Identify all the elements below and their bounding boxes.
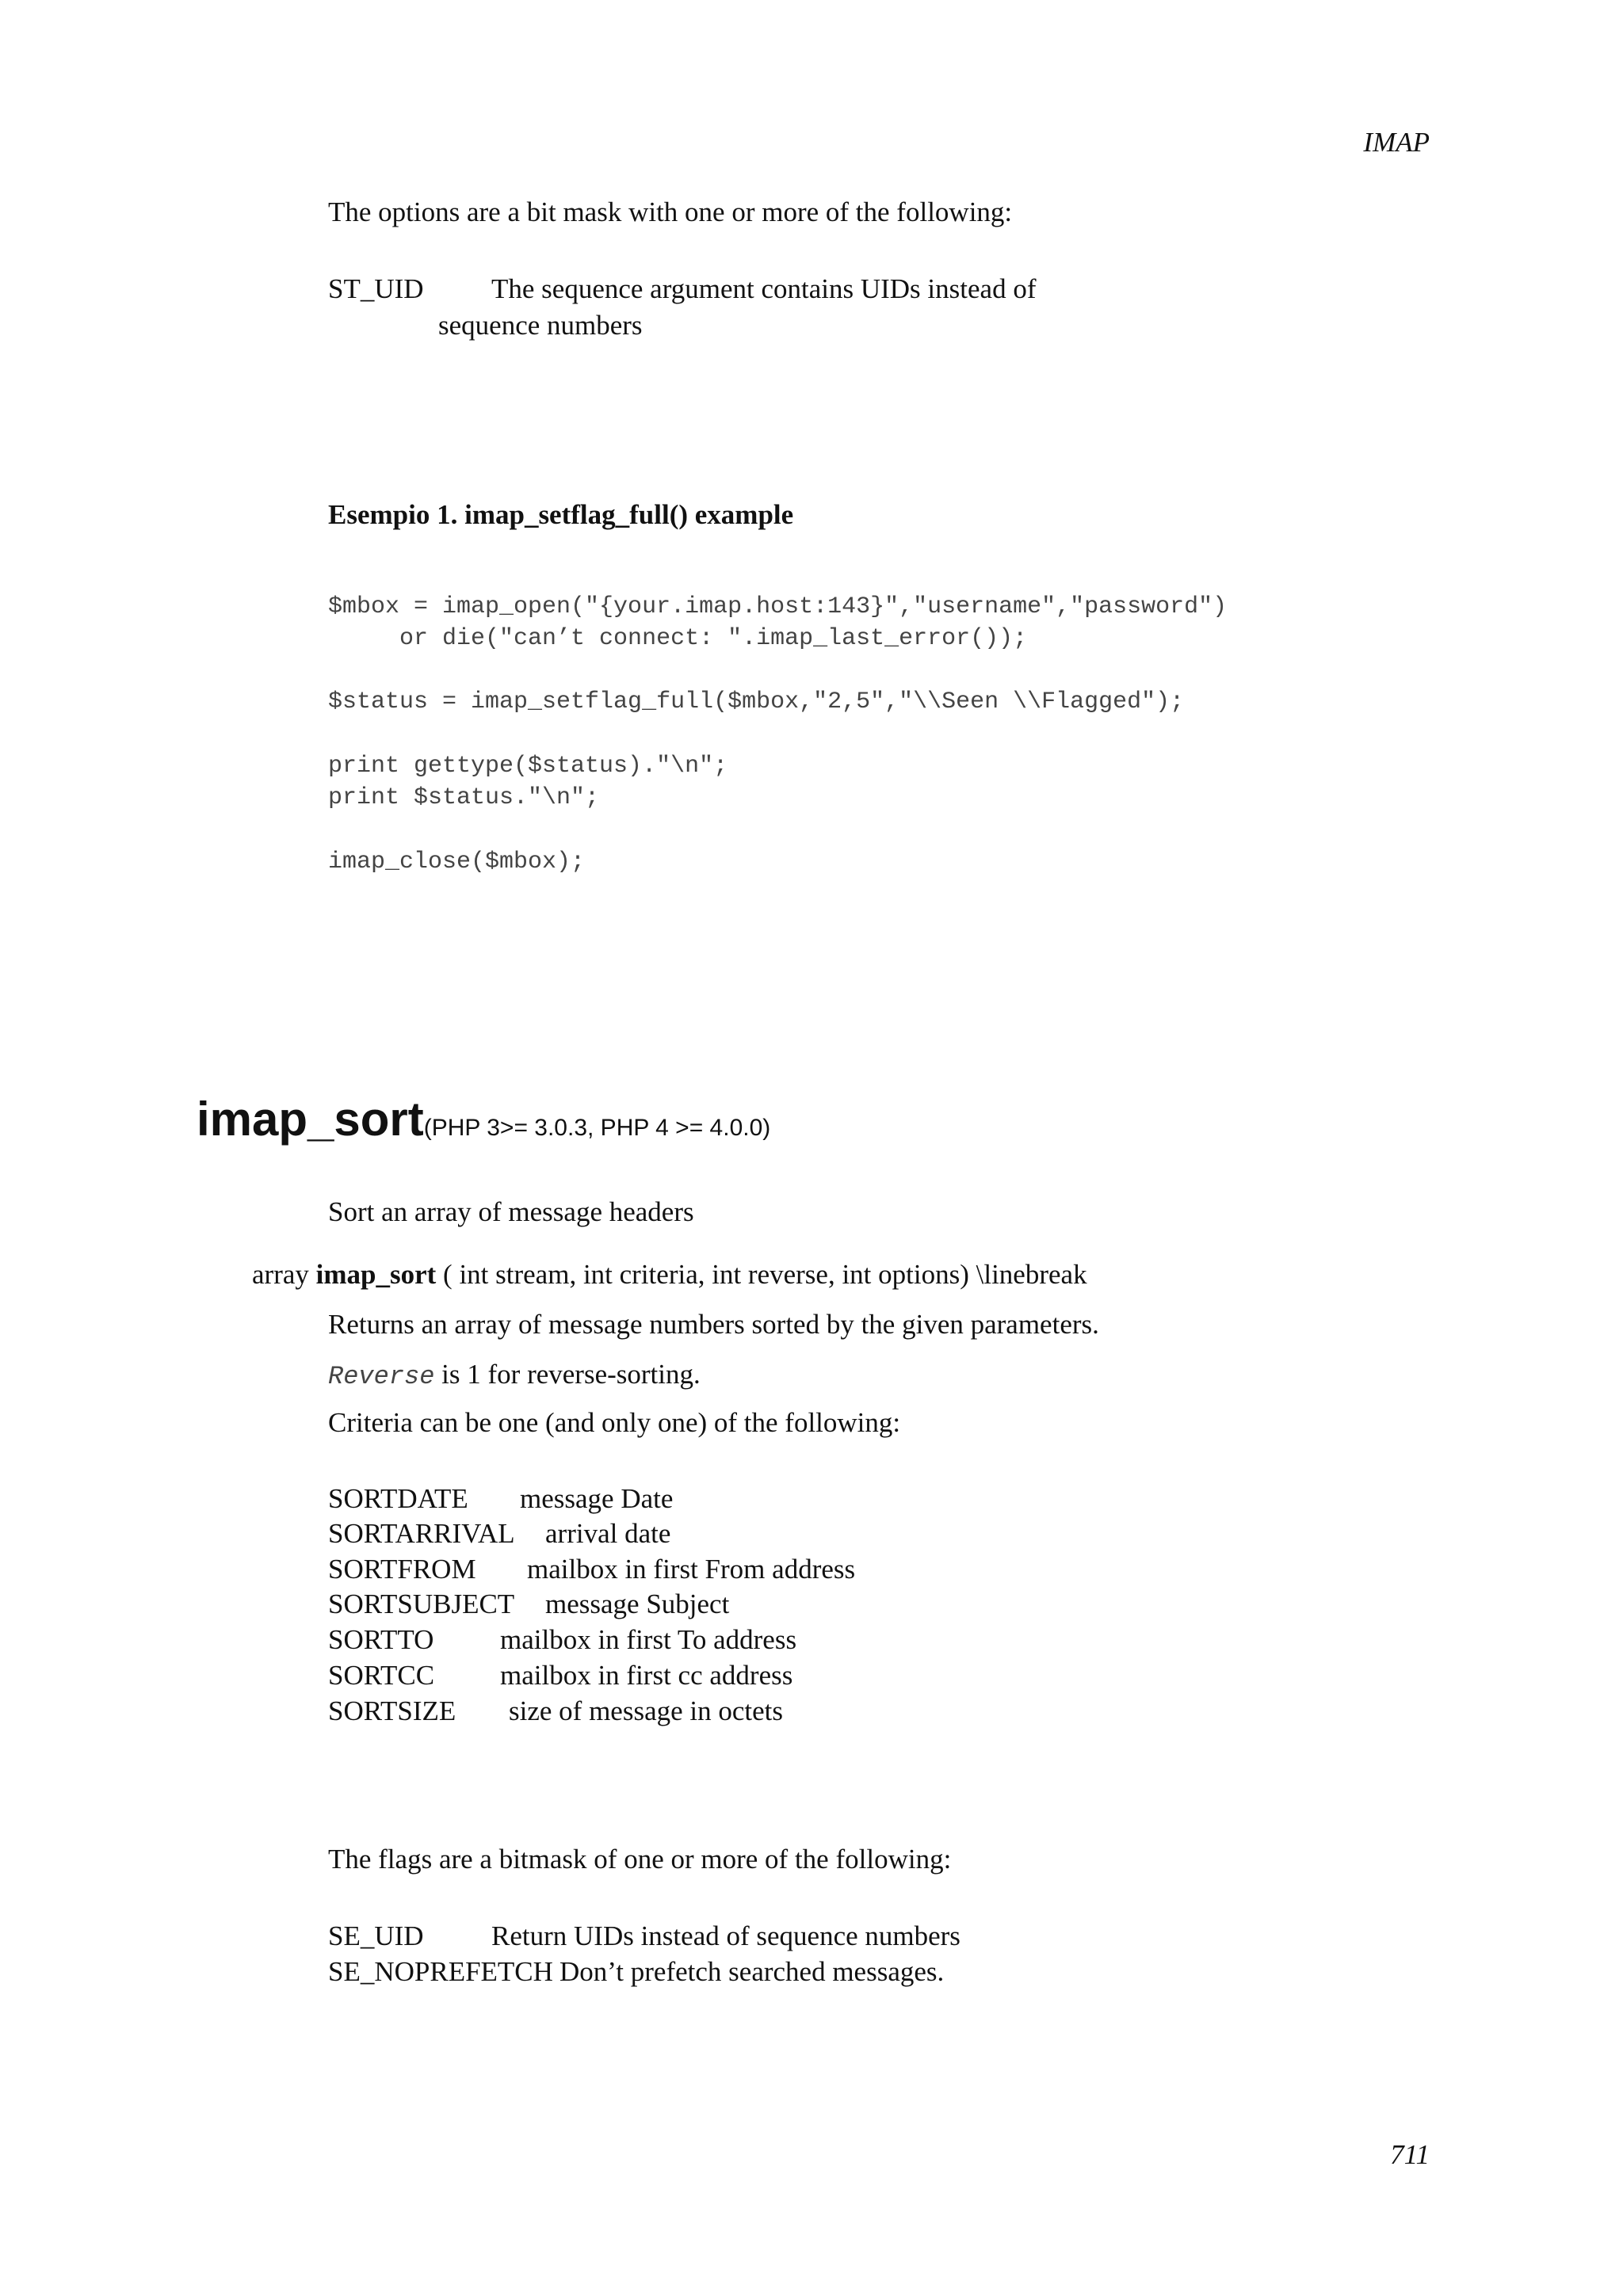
code-line-2: or die("can’t connect: ".imap_last_error()); [328, 625, 1028, 652]
reverse-description [328, 1357, 701, 1394]
running-header: IMAP [1363, 127, 1430, 158]
example-title: Esempio 1. imap_setflag_full() example [328, 499, 794, 530]
criteria-name-sortto: SORTTO [328, 1624, 434, 1655]
code-line-9: imap_close($mbox); [328, 849, 586, 875]
function-synopsis [252, 1257, 1087, 1292]
page-number: 711 [1390, 2139, 1430, 2170]
function-name: imap_sort [197, 1093, 424, 1146]
criteria-name-sortcc: SORTCC [328, 1660, 435, 1691]
criteria-name-sortsubject: SORTSUBJECT [328, 1589, 515, 1619]
reverse-text: is 1 for reverse-sorting. [434, 1359, 701, 1390]
code-line-7: print $status."\n"; [328, 784, 600, 811]
criteria-name-sortarrival: SORTARRIVAL [328, 1518, 515, 1549]
criteria-desc-sortcc: mailbox in first cc address [500, 1660, 793, 1691]
synopsis-return-type: array [252, 1259, 309, 1290]
function-version: (PHP 3>= 3.0.3, PHP 4 >= 4.0.0) [423, 1115, 771, 1141]
criteria-intro: Criteria can be one (and only one) of the following: [328, 1407, 901, 1438]
criteria-desc-sortsize: size of message in octets [509, 1695, 784, 1726]
returns-text: Returns an array of message numbers sorted by the given parameters. [328, 1309, 1099, 1340]
st-uid-desc-line1: The sequence argument contains UIDs instead of [491, 273, 1037, 304]
criteria-desc-sortto: mailbox in first To address [500, 1624, 797, 1655]
criteria-name-sortfrom: SORTFROM [328, 1554, 476, 1585]
code-line-1: $mbox = imap_open("{your.imap.host:143}","username","password") [328, 593, 1228, 620]
function-purpose: Sort an array of message headers [328, 1196, 694, 1227]
st-uid-name: ST_UID [328, 273, 424, 304]
criteria-name-sortsize: SORTSIZE [328, 1695, 456, 1726]
flag-desc-se-uid: Return UIDs instead of sequence numbers [491, 1920, 960, 1951]
criteria-desc-sortdate: message Date [520, 1483, 674, 1514]
st-uid-desc-line2: sequence numbers [438, 310, 643, 341]
synopsis-function-name: imap_sort [315, 1259, 437, 1290]
criteria-desc-sortarrival: arrival date [545, 1518, 671, 1549]
flag-name-se-uid: SE_UID [328, 1920, 424, 1951]
criteria-desc-sortfrom: mailbox in first From address [527, 1554, 856, 1585]
options-intro: The options are a bit mask with one or more of the following: [328, 196, 1013, 227]
code-line-6: print gettype($status)."\n"; [328, 753, 728, 780]
flags-intro: The flags are a bitmask of one or more of the following: [328, 1844, 952, 1875]
code-line-4: $status = imap_setflag_full($mbox,"2,5","\\Seen \\Flagged"); [328, 688, 1185, 715]
synopsis-args: ( int stream, int criteria, int reverse, int options) \linebreak [436, 1259, 1087, 1290]
criteria-name-sortdate: SORTDATE [328, 1483, 468, 1514]
criteria-desc-sortsubject: message Subject [545, 1589, 730, 1619]
flag-desc-se-noprefetch: Don’t prefetch searched messages. [559, 1956, 945, 1987]
reverse-param: Reverse [328, 1362, 435, 1391]
flag-name-se-noprefetch: SE_NOPREFETCH [328, 1956, 553, 1987]
function-heading [197, 1092, 770, 1156]
